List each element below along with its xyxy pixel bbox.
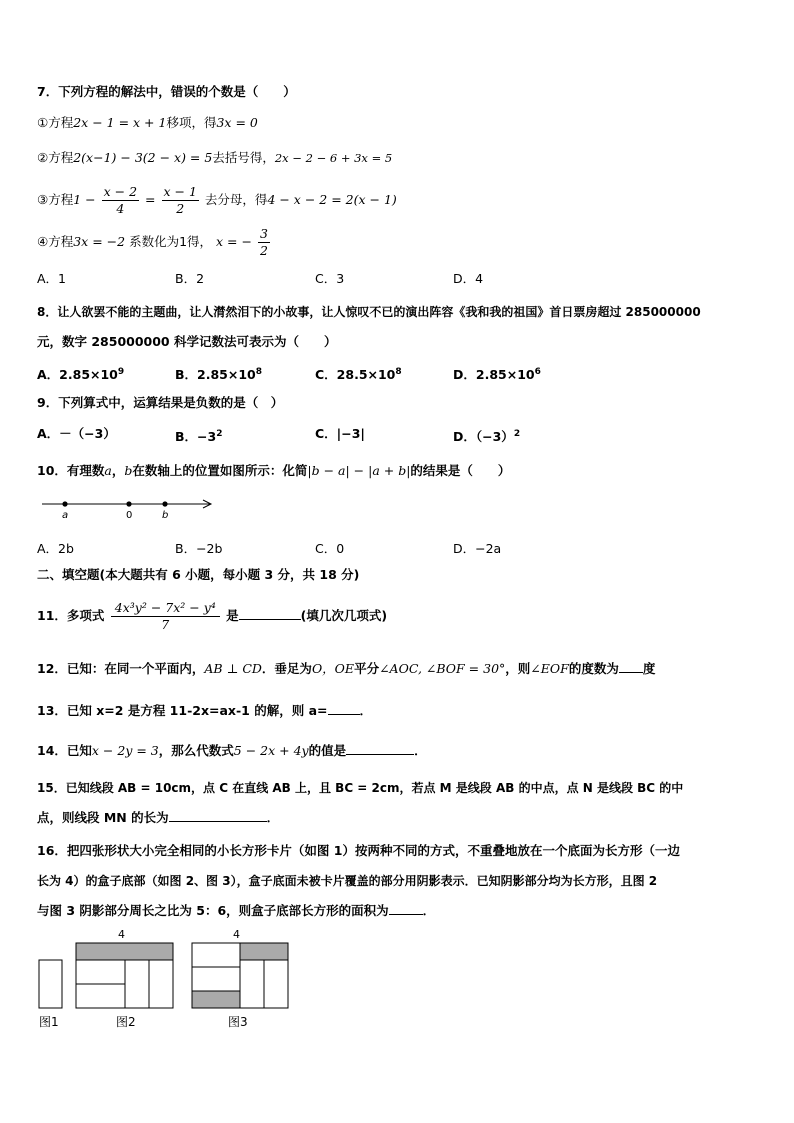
label-a: a: [62, 510, 69, 521]
q7-option-d: D．4: [453, 271, 484, 286]
q16-line-3: 与图 3 阴影部分周长之比为 5：6，则盒子底部长方形的面积为 ．: [37, 903, 436, 918]
q7-option-b: B．2: [175, 271, 205, 286]
q10-option-a: A．2b: [37, 541, 74, 556]
fig2-width-label: 4: [118, 928, 125, 941]
fig1-caption: 图1: [39, 1015, 59, 1029]
fig2-shaded-strip: [76, 943, 173, 960]
label-zero: 0: [126, 510, 133, 521]
q7-item-3: ③方程1 − $\frac{x - 2}{4}$ = $\frac{x - 1}{2}$ 去分母，得4 − x − 2 = 2(x − 1): [37, 184, 397, 216]
q12: 12．已知：在同一个平面内，AB ⊥ CD．垂足为O，OE平分∠AOC, ∠BOF = 30°，则∠EOF的度数为 度: [37, 661, 656, 676]
point-b: [162, 501, 167, 506]
q8-line-1: 8．让人欲罢不能的主题曲，让人潸然泪下的小故事，让人惊叹不已的演出阵容《我和我的祖国》首日票房超过 285000000: [37, 305, 701, 319]
q10-option-b: B．−2b: [175, 541, 223, 556]
q7-option-c: C．3: [315, 271, 345, 286]
point-a: [62, 501, 67, 506]
q10-option-d: D．−2a: [453, 541, 502, 556]
fig3-shaded-top: [240, 943, 288, 960]
q7-stem: 7．下列方程的解法中，错误的个数是（ ）: [37, 84, 296, 99]
q7-item-2: ②方程2(x−1) − 3(2 − x) = 5去括号得，2x − 2 − 6 + 3x = 5: [37, 150, 393, 165]
number-line-figure: [38, 494, 228, 524]
q16-figures: [30, 924, 310, 1036]
q14: 14．已知x − 2y = 3，那么代数式5 − 2x + 4y的值是 ．: [37, 743, 427, 758]
q10-stem: 10．有理数a，b在数轴上的位置如图所示：化简|b − a| − |a + b|的结果是（ ）: [37, 463, 511, 478]
q10-option-c: C．0: [315, 541, 345, 556]
q9-option-b: B．$-3^2$: [175, 429, 223, 445]
fig3-shaded-bottom: [192, 991, 240, 1008]
q16-line-2: 长为 4）的盒子底部（如图 2、图 3），盒子底面未被卡片覆盖的部分用阴影表示．已知阴影部分均为长方形，且图 2: [37, 874, 658, 888]
q15-line-2: 点，则线段 MN 的长为 ．: [37, 810, 280, 825]
label-b: b: [162, 510, 169, 521]
q11: 11．多项式 $\frac{\text{4x³y² − 7x² − y⁴}}{7}$ 是 (填几次几项式): [37, 600, 388, 632]
q8-option-d: D．$2.85\times 10^6$: [453, 367, 541, 383]
q9-option-c: C．|−3|: [315, 426, 365, 441]
q13: 13．已知 x=2 是方程 11-2x=ax-1 的解，则 a= ．: [37, 703, 373, 718]
q8-option-a: A．$2.85\times 10^9$: [37, 367, 125, 383]
q7-item-4: ④方程3x = −2 系数化为1得， x = − $\frac{3}{2}$: [37, 226, 268, 258]
q9-stem: 9．下列算式中，运算结果是负数的是（ ）: [37, 395, 284, 410]
q8-option-b: B．$2.85\times 10^8$: [175, 367, 263, 383]
q7-option-a: A．1: [37, 271, 67, 286]
fig3-caption: 图3: [228, 1015, 248, 1029]
q9-option-d: D．$(-3)^2$: [453, 429, 521, 445]
fig3-width-label: 4: [233, 928, 240, 941]
q9-option-a: A．－（−3）: [37, 426, 116, 441]
q16-line-1: 16．把四张形状大小完全相同的小长方形卡片（如图 1）按两种不同的方式，不重叠地放在一个底面为长方形（一边: [37, 843, 680, 858]
q8-option-c: C．$28.5\times 10^8$: [315, 367, 402, 383]
fig2-caption: 图2: [116, 1015, 136, 1029]
q15-line-1: 15．已知线段 AB = 10cm，点 C 在直线 AB 上，且 BC = 2cm，若点 M 是线段 AB 的中点，点 N 是线段 BC 的中: [37, 781, 684, 795]
q8-line-2: 元，数字 285000000 科学记数法可表示为（ ）: [37, 334, 337, 349]
section-heading: 二、填空题(本大题共有 6 小题，每小题 3 分，共 18 分): [37, 567, 360, 582]
fig1-card: [39, 960, 62, 1008]
q7-item-1: ①方程2x − 1 = x + 1移项，得3x = 0: [37, 115, 258, 130]
point-zero: [126, 501, 131, 506]
